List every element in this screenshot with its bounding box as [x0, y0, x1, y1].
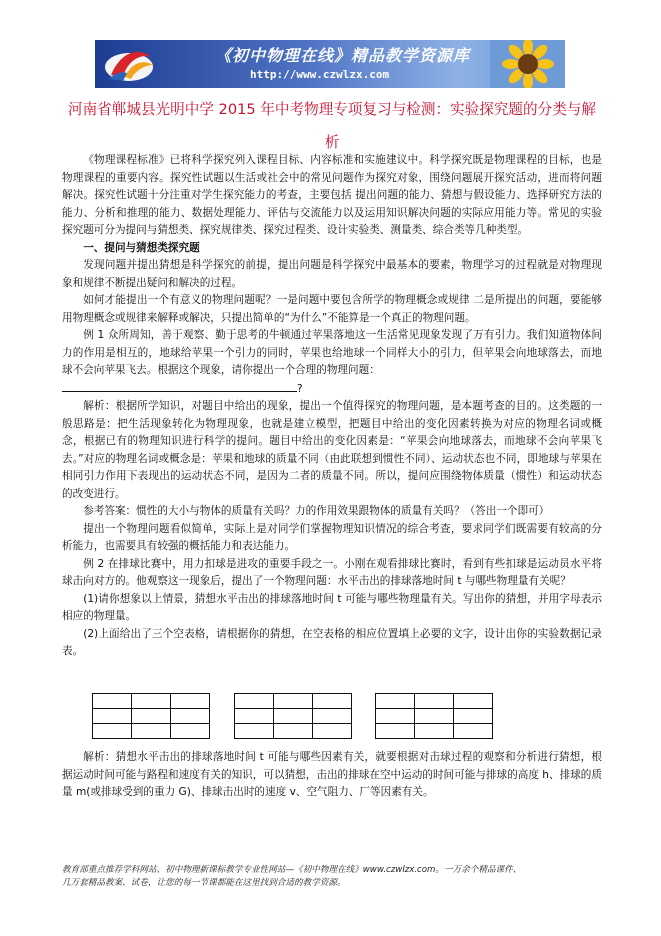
- banner-title: 《初中物理在线》精品教学资源库: [215, 46, 471, 65]
- footer-line: 教育部重点推荐学科网站、初中物理新课标教学专业性网站—《初中物理在线》www.czwlzx.com。一万余个精品课件、: [62, 865, 522, 875]
- empty-tables: [92, 693, 502, 739]
- answer-blank: [62, 380, 297, 392]
- example-text: 例 1 众所周知，善于观察、勤于思考的牛顿通过苹果落地这一生活常见现象发现了万有引力。我们知道物体间力的作用是相互的，地球给苹果一个引力的同时，苹果也给地球一个同样大小的引力，但苹果会向地球落去，而地球不会向苹果飞去。根据这个现象，请你提出一个合理的物理问题：: [62, 329, 602, 376]
- paragraph: 参考答案：惯性的大小与物体的质量有关吗？力的作用效果跟物体的质量有关吗？（答出一个即可）: [83, 505, 550, 517]
- document-body: [62, 152, 602, 661]
- paragraph: 如何才能提出一个有意义的物理问题呢？一是问题中要包含所学的物理概念或规律 二是所提出的问题，要能够用物理概念或规律来解释或解决，只提出简单的“为什么”不能算是一个真正的物理问题。: [62, 294, 602, 324]
- footer: [62, 864, 622, 890]
- paragraph: 例 1 众所周知，善于观察、勤于思考的牛顿通过苹果落地这一生活常见现象发现了万有引力。我们知道物体间力的作用是相互的，地球给苹果一个引力的同时，苹果也给地球一个同样大小的引力，但苹果会向地球落去，而地球不会向苹果飞去。根据这个现象，请你提出一个合理的物理问题： ?: [62, 329, 602, 395]
- section-heading: 一、提问与猜想类探究题: [83, 241, 200, 254]
- paragraph: 例 2 在排球比赛中，用力扣球是进攻的重要手段之一。小刚在观看排球比赛时，看到有些扣球是运动员水平将球击向对方的。他观察这一现象后，提出了一个物理问题：水平击出的排球落地时间 t 与哪些物理量有关呢？: [62, 557, 602, 587]
- sunflower-icon: [490, 40, 565, 88]
- paragraph: 提出一个物理问题看似简单，实际上是对同学们掌握物理知识情况的综合考查，要求同学们既需要有较高的分析能力，也需要具有较强的概括能力和表达能力。: [62, 522, 602, 552]
- document-title: 河南省郸城县光明中学 2015 年中考物理专项复习与检测：实验探究题的分类与解析: [67, 101, 596, 151]
- analysis-paragraph: 解析：猜想水平击出的排球落地时间 t 可能与哪些因素有关，就要根据对击球过程的观察和分析进行猜想，根据运动时间可能与路程和速度有关的知识，可以猜想，击出的排球在空中运动的时间可能与排球的高度 h、排球的质量 m(或排球受到的重力 G)、排球击出时的速度 v、空气阻力、厂等因素有关。: [62, 751, 602, 798]
- site-banner: [95, 40, 565, 88]
- analysis-section: [62, 749, 602, 802]
- paragraph: (2)上面给出了三个空表格，请根据你的猜想，在空表格的相应位置填上必要的文字，设计出你的实验数据记录表。: [62, 627, 602, 657]
- paragraph: 《物理课程标准》已将科学探究列入课程目标、内容标准和实施建议中。科学探究既是物理课程的目标，也是物理课程的重要内容。探究性试题以生活或社会中的常见问题作为探究对象，围绕问题展开探究活动，进而将问题解决。探究性试题十分注重对学生探究能力的考查，主要包括 提出问题的能力、猜想与假设能力、选择研究方法的能力、分析和推理的能力、数据处理能力、评估与交流能力以及运用知识解决问题的实际应用能力等。常见的实验探究题可分为提问与猜想类、探究规律类、探究过程类、设计实验类、测量类、综合类等几种类型。: [62, 154, 602, 236]
- empty-table: [234, 693, 352, 739]
- site-logo-icon: [101, 43, 163, 85]
- paragraph: 解析：根据所学知识，对题目中给出的现象，提出一个值得探究的物理问题，是本题考查的目的。这类题的一般思路是：把生活现象转化为物理现象，也就是建立模型，把题目中给出的变化因素转换为对应的物理名词或概念，根据已有的物理知识进行科学的提问。题目中给出的变化因素是：“苹果会向地球落去，而地球不会向苹果飞去。”对应的物理名词或概念是：苹果和地球的质量不同（由此联想到惯性不同）、运动状态也不同，即地球与苹果在相同引力作用下表现出的运动状态不同，是因为二者的质量不同。所以，提问应围绕物体质量（惯性）和运动状态的改变进行。: [62, 400, 602, 500]
- empty-table: [92, 693, 210, 739]
- paragraph: (1)请你想象以上情景，猜想水平击出的排球落地时间 t 可能与哪些物理量有关。写出你的猜想，并用字母表示相应的物理量。: [62, 592, 602, 622]
- empty-table: [375, 693, 493, 739]
- paragraph: 发现问题并提出猜想是科学探究的前提，提出问题是科学探究中最基本的要素，物理学习的过程就是对物理现象和规律不断提出疑问和解决的过程。: [62, 259, 602, 289]
- footer-line: 几万套精品教案、试卷，让您的每一节课都能在这里找到合适的教学资源。: [62, 878, 346, 888]
- banner-url[interactable]: http://www.czwlzx.com: [250, 68, 390, 81]
